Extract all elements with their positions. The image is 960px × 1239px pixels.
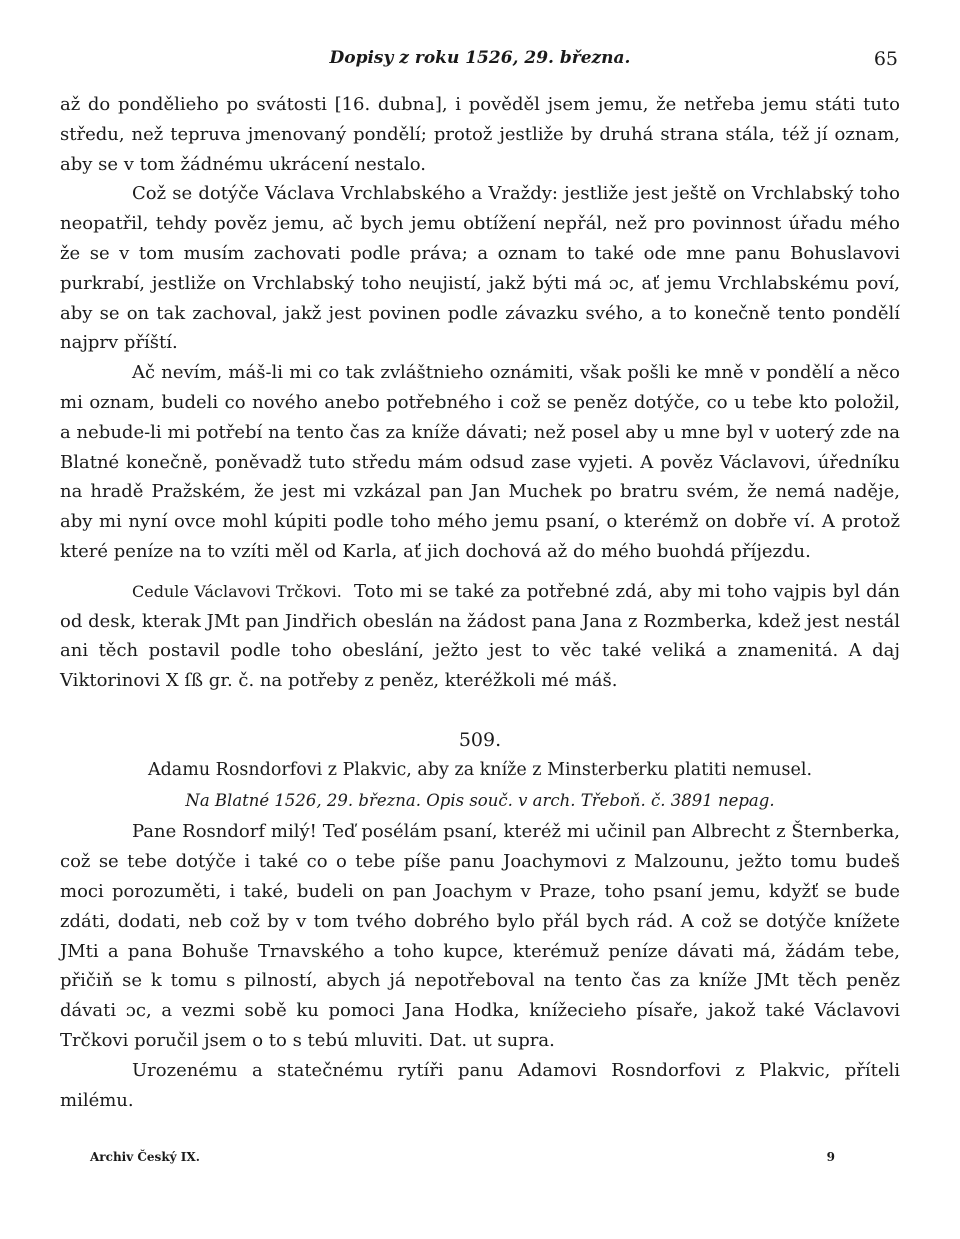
letter-title: Adamu Rosndorfovi z Plakvic, aby za kníže z Minsterberku platiti nemusel. [147, 759, 813, 780]
paragraph-vrchlabsky: Což se dotýče Václava Vrchlabského a Vraždy: jestliže jest ještě on Vrchlabský toho neopatřil, tehdy pověz jemu, ač bych jemu obtížení nepřál, než pro povinnost úřadu mého že se v tom musím zachovati podle práva; a oznam to také ode mne panu Bohuslavovi purkrabí, jestliže on Vrchlabský toho neujistí, jakž býti má ɔc, ať jemu Vrchlabskému poví, aby se on tak zachoval, jakž jest povinen podle závazku svého, a to konečně tento pondělí najprv příští. [60, 183, 900, 354]
letter-number: 509. [458, 728, 502, 751]
letter-source: Na Blatné 1526, 29. března. Opis souč. v arch. Třeboň. č. 3891 nepag. [185, 790, 775, 810]
letter-address: Urozenému a statečnému rytíři panu Adamovi Rosndorfovi z Plakvic, příteli milému. [60, 1059, 900, 1111]
running-title: Dopisy z roku 1526, 29. března. [329, 48, 631, 68]
section-gap [60, 696, 900, 726]
page-footer [90, 1150, 835, 1170]
footer-signature: Archiv Český IX. [90, 1150, 200, 1164]
cedule-text: Toto mi se také za potřebné zdá, aby mi toho vajpis byl dán od desk, kterak JMt pan Jindřich obeslán na žádost pana Jana z Rozmberka, kdež jest nestál ani těch postavil podle toho obeslání, ježto jest to věc také veliká a znamenitá. A daj Viktorinovi X ſß gr. č. na potřeby z peněz, kteréžkoli mé máš. [60, 580, 901, 692]
cedule-label: Cedule Václavovi Trčkovi. [132, 581, 342, 601]
page-number: 65 [873, 48, 898, 70]
body-text [60, 90, 900, 1115]
paragraph-oznameni: Ač nevím, máš-li mi co tak zvláštnieho oznámiti, však pošli ke mně v pondělí a něco mi oznam, budeli co nového anebo potřebného i což se peněz dotýče, co u tebe kto položil, a nebude-li mi potřebí na tento čas za kníže dávati; než posel aby u mne byl v uoterý zde na Blatné konečně, poněvadž tuto středu mám odsud zase vyjeti. A pověz Václavovi, úředníku na hradě Pražském, že jest mi vzkázal pan Jan Muchek po bratru svém, že nemá naděje, aby mi nyní ovce mohl kúpiti podle toho mého jemu psaní, o kterémž on dobře ví. A protož které peníze na to vzíti měl od Karla, ať jich dochová až do mého buohdá příjezdu. [60, 362, 900, 562]
paragraph-continuation: až do pondělieho po svátosti [16. dubna], i pověděl jsem jemu, že netřeba jemu státi tuto středu, než tepruva jmenovaný pondělí; protož jestliže by druhá strana stála, též jí oznam, aby se v tom žádnému ukrácení nestalo. [60, 94, 900, 175]
cedule-paragraph [60, 577, 900, 696]
running-head [60, 48, 900, 76]
footer-sheet-number: 9 [826, 1150, 835, 1164]
letter-body: Pane Rosndorf milý! Teď posélám psaní, kteréž mi učinil pan Albrecht z Šternberka, což se tebe dotýče i také co o tebe píše panu Joachymovi z Malzounu, ježto tomu budeš moci porozuměti, i také, budeli on pan Joachym v Praze, toho psaní jemu, kdyžť se bude zdáti, dodati, neb což by v tom tvého dobrého bylo přál bych rád. A což se dotýče knížete JMti a pana Bohuše Trnavského a toho kupce, kterémuž peníze dávati má, žádám tebe, přičiň se k tomu s pilností, abych já nepotřeboval na tento čas za kníže JMt těch peněz dávati ɔc, a vezmi sobě ku pomoci Jana Hodka, knížecieho písaře, jakož také Václavovi Trčkovi poručil jsem o to s tebú mluviti. Dat. ut supra. [60, 821, 900, 1051]
